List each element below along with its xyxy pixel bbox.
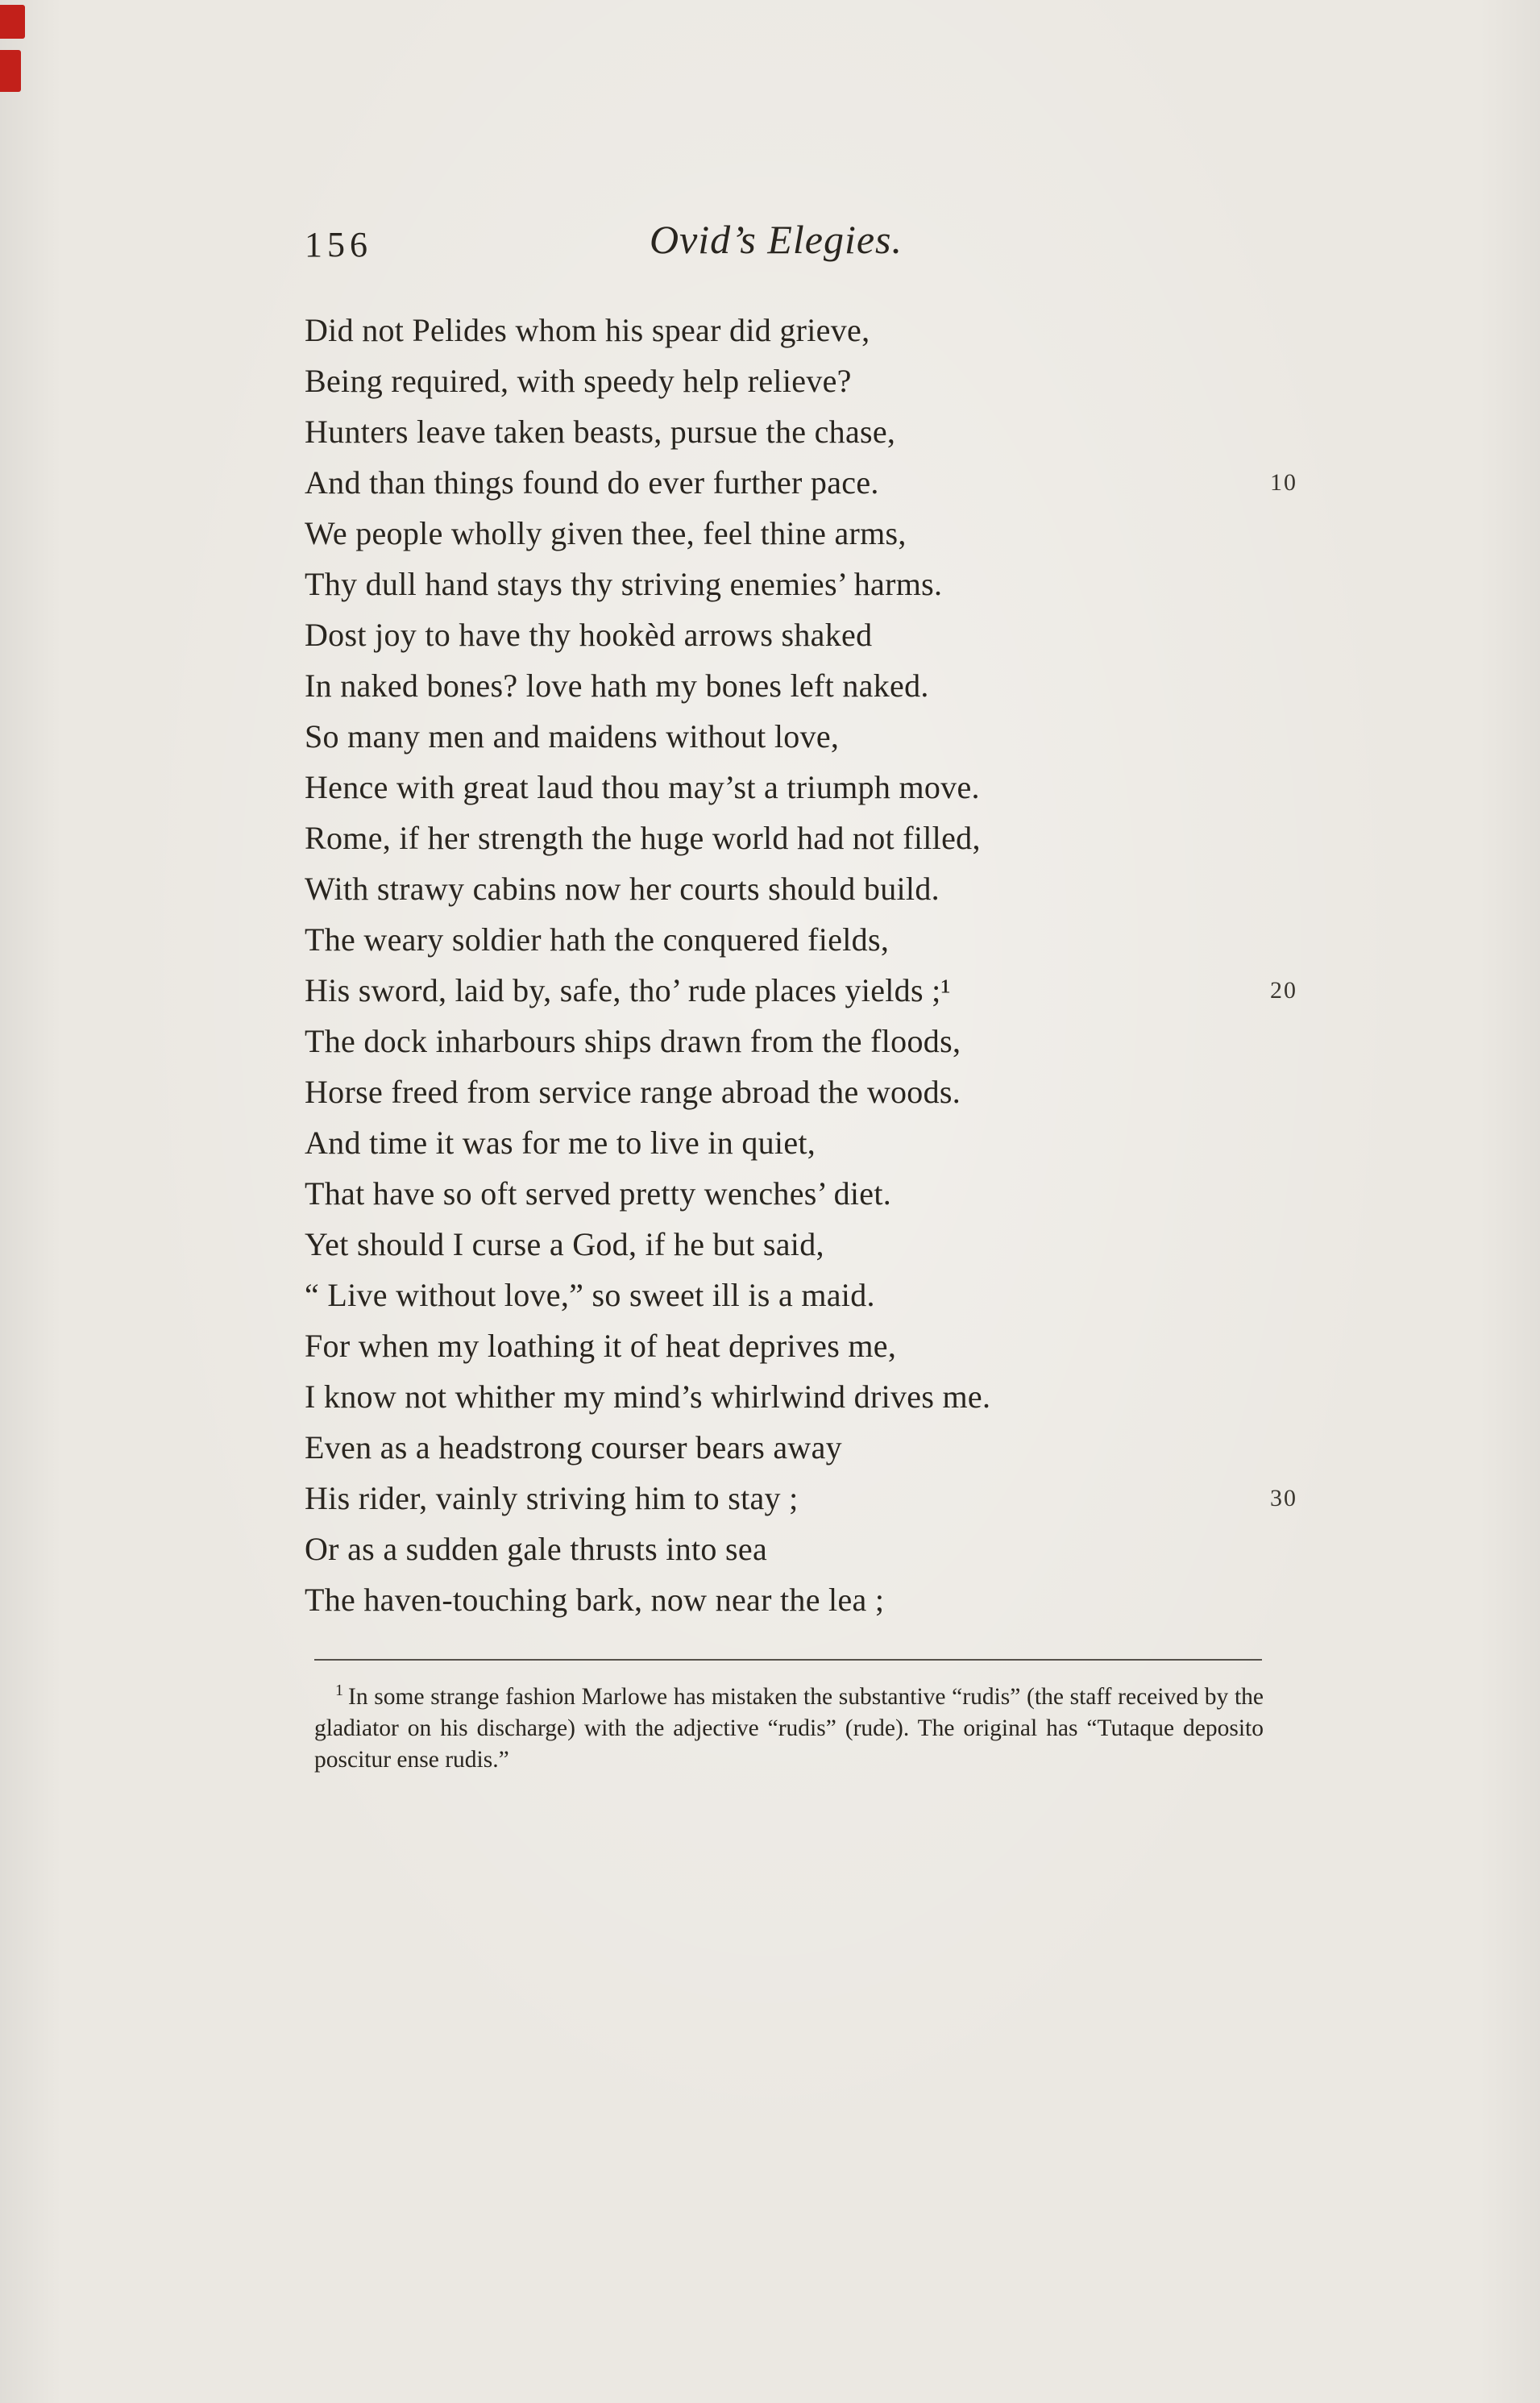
poem-line: [305, 1219, 1297, 1270]
poem-line-text: For when my loathing it of heat deprives me,: [305, 1328, 897, 1364]
poem: [305, 305, 1297, 1625]
poem-line: [305, 305, 1297, 355]
poem-line: [305, 1117, 1297, 1168]
poem-line-text: That have so oft served pretty wenches’ diet.: [305, 1175, 892, 1212]
page-title: Ovid’s Elegies.: [649, 217, 903, 262]
line-number: 30: [1270, 1485, 1297, 1511]
poem-line: [305, 355, 1297, 406]
poem-line: [305, 1371, 1297, 1422]
poem-line: [305, 508, 1297, 559]
poem-line-text: Yet should I curse a God, if he but said,: [305, 1226, 824, 1262]
footnote-text: In some strange fashion Marlowe has mistaken the substantive “rudis” (the staff received by the gladiator on his discharge) with the adjective “rudis” (rude). The original has “Tutaque deposito poscitur ense rudis.”: [314, 1684, 1264, 1773]
line-number: 10: [1270, 469, 1297, 496]
poem-line: [305, 1066, 1297, 1117]
poem-line-text: Hunters leave taken beasts, pursue the chase,: [305, 414, 896, 450]
poem-line: [305, 609, 1297, 660]
poem-line: [305, 1270, 1297, 1320]
poem-line: [305, 863, 1297, 914]
poem-line-text: Did not Pelides whom his spear did grieve,: [305, 312, 870, 348]
poem-line: [305, 1016, 1297, 1066]
poem-line-text: The dock inharbours ships drawn from the floods,: [305, 1023, 961, 1059]
poem-line: [305, 1524, 1297, 1574]
poem-line: [305, 762, 1297, 813]
poem-line-text: His rider, vainly striving him to stay ;: [305, 1480, 799, 1516]
poem-line-text: And than things found do ever further pace.: [305, 464, 879, 501]
poem-line-text: Dost joy to have thy hookèd arrows shaked: [305, 617, 873, 653]
page-number: 156: [305, 225, 372, 264]
poem-line: [305, 406, 1297, 457]
footnote: [314, 1682, 1264, 1776]
poem-line-text: Horse freed from service range abroad the woods.: [305, 1074, 961, 1110]
poem-line-text: In naked bones? love hath my bones left naked.: [305, 667, 929, 704]
red-scan-mark-bottom: [0, 50, 21, 92]
poem-line-text: Thy dull hand stays thy striving enemies’ harms.: [305, 566, 943, 602]
poem-line-text: With strawy cabins now her courts should build.: [305, 871, 940, 907]
poem-line: [305, 1320, 1297, 1371]
poem-line: [305, 1574, 1297, 1625]
poem-line-text: His sword, laid by, safe, tho’ rude places yields ;¹: [305, 972, 951, 1008]
poem-line: [305, 1473, 1297, 1524]
poem-line-text: Even as a headstrong courser bears away: [305, 1429, 842, 1465]
poem-line: [305, 914, 1297, 965]
poem-line: [305, 711, 1297, 762]
poem-line-text: “ Live without love,” so sweet ill is a maid.: [305, 1277, 875, 1313]
page-header: [305, 216, 1296, 272]
poem-line-text: Being required, with speedy help relieve?: [305, 363, 852, 399]
line-number: 20: [1270, 977, 1297, 1004]
footnote-rule: [314, 1659, 1262, 1661]
poem-line-text: Rome, if her strength the huge world had not filled,: [305, 820, 981, 856]
poem-line: [305, 813, 1297, 863]
poem-line-text: I know not whither my mind’s whirlwind drives me.: [305, 1378, 991, 1415]
red-scan-mark-top: [0, 5, 25, 39]
poem-line-text: Or as a sudden gale thrusts into sea: [305, 1531, 768, 1567]
poem-line: [305, 660, 1297, 711]
poem-line: [305, 1422, 1297, 1473]
poem-line-text: And time it was for me to live in quiet,: [305, 1125, 816, 1161]
poem-line-text: Hence with great laud thou may’st a triumph move.: [305, 769, 980, 805]
poem-line: [305, 457, 1297, 508]
poem-line: [305, 1168, 1297, 1219]
poem-line-text: The weary soldier hath the conquered fields,: [305, 921, 890, 958]
poem-line-text: We people wholly given thee, feel thine arms,: [305, 515, 907, 551]
poem-line: [305, 559, 1297, 609]
poem-line-text: So many men and maidens without love,: [305, 718, 840, 755]
poem-line-text: The haven-touching bark, now near the lea ;: [305, 1582, 885, 1618]
footnote-marker: 1: [335, 1682, 343, 1700]
poem-line: [305, 965, 1297, 1016]
